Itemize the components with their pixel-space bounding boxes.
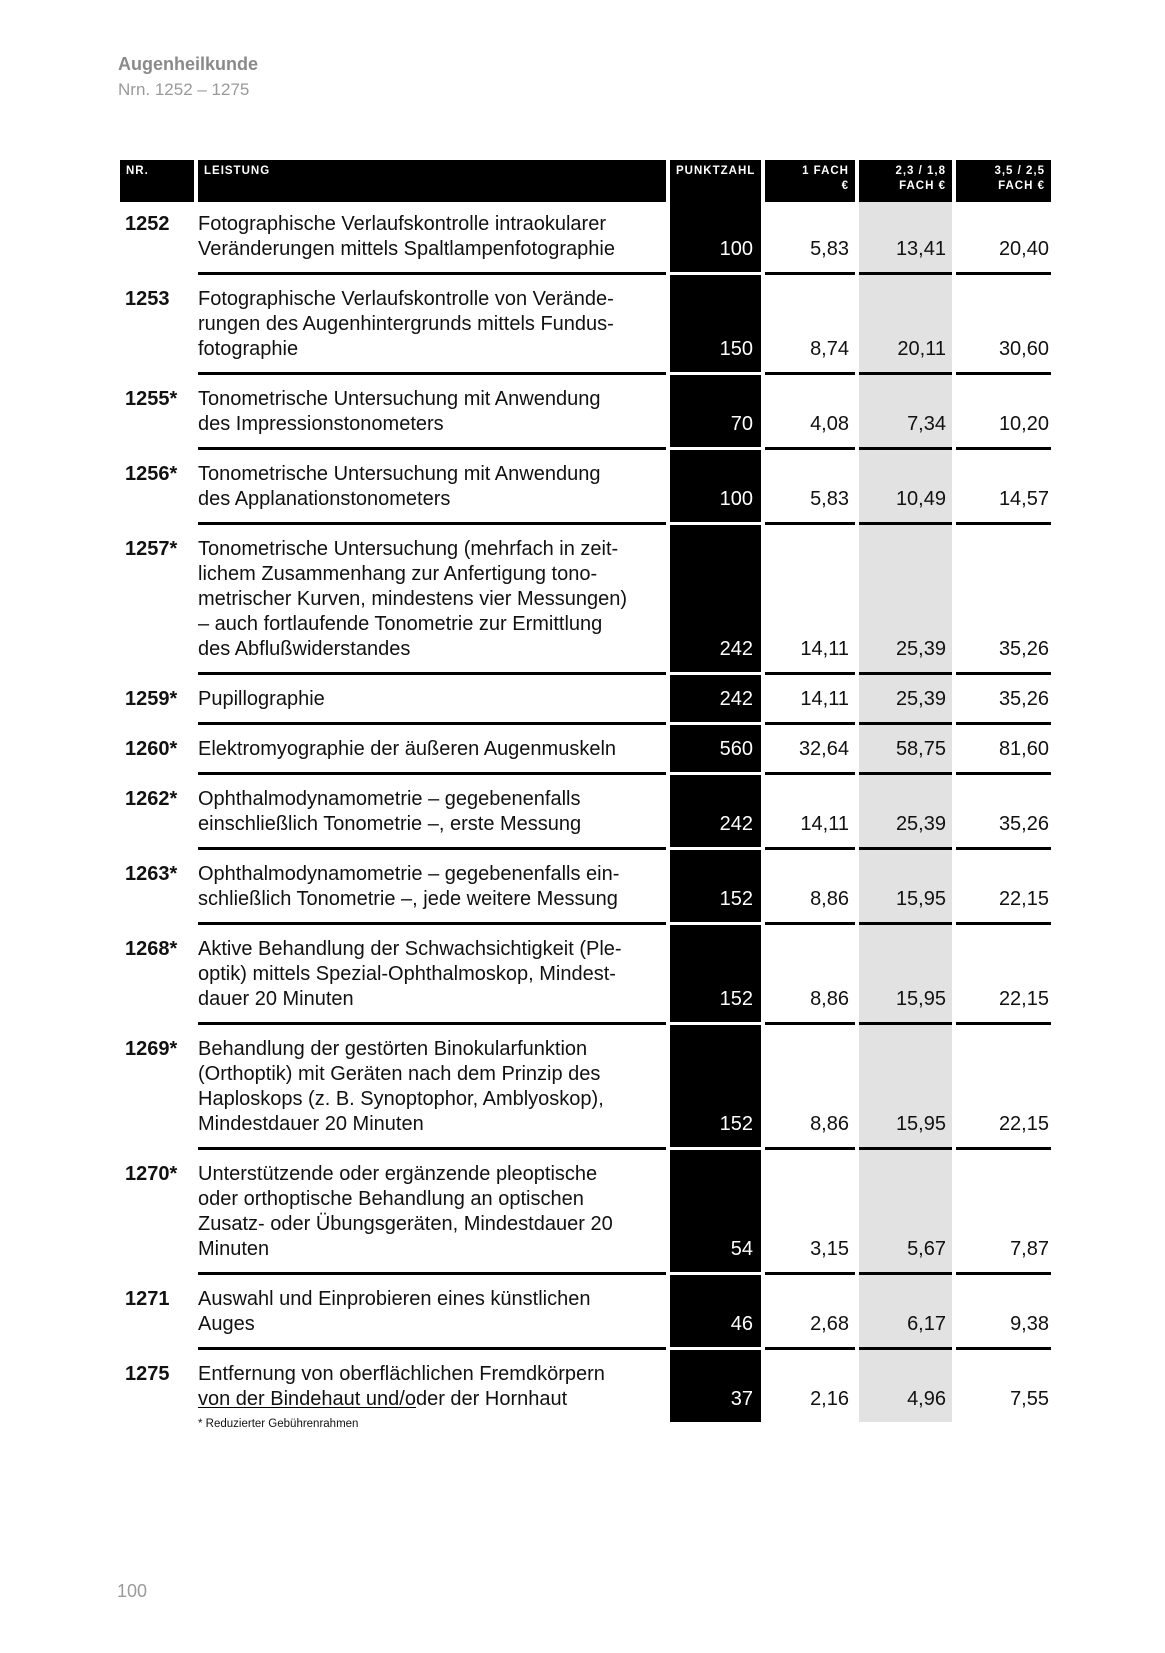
header-nr: NR. (120, 160, 194, 202)
row-description (198, 1350, 666, 1422)
row-fach3: 35,26 (956, 775, 1051, 850)
description-line: Auges (198, 1313, 255, 1335)
row-description (198, 1025, 666, 1150)
row-punktzahl: 54 (670, 1150, 761, 1275)
row-punktzahl: 152 (670, 1025, 761, 1150)
row-fach1: 8,86 (765, 850, 855, 925)
table-row (120, 725, 1051, 775)
row-number: 1269* (125, 1038, 178, 1060)
row-fach2: 25,39 (859, 675, 952, 725)
description-line: fotographie (198, 338, 299, 360)
description-line: des Impressionstonometers (198, 413, 444, 435)
row-punktzahl: 152 (670, 925, 761, 1025)
row-fach2: 5,67 (859, 1150, 952, 1275)
row-number: 1259* (125, 688, 178, 710)
row-fach2: 20,11 (859, 275, 952, 375)
row-description (198, 375, 666, 450)
header-fach2-line2: FACH € (899, 180, 946, 192)
row-fach3: 10,20 (956, 375, 1051, 450)
description-line: einschließlich Tonometrie –, erste Messung (198, 813, 582, 835)
row-fach2: 25,39 (859, 775, 952, 850)
header-fach3-line1: 3,5 / 2,5 (994, 165, 1045, 177)
row-punktzahl: 152 (670, 850, 761, 925)
row-number: 1255* (125, 388, 178, 410)
row-fach1: 32,64 (765, 725, 855, 775)
row-description (198, 525, 666, 675)
row-punktzahl: 46 (670, 1275, 761, 1350)
header-fach3-line2: FACH € (998, 180, 1045, 192)
description-line: Ophthalmodynamometrie – gegebenenfalls (198, 788, 581, 810)
row-fach2: 6,17 (859, 1275, 952, 1350)
table-row (120, 202, 1051, 275)
row-fach3: 22,15 (956, 925, 1051, 1025)
description-line: Auswahl und Einprobieren eines künstlichen (198, 1288, 591, 1310)
description-line: Pupillographie (198, 688, 325, 710)
row-fach3: 14,57 (956, 450, 1051, 525)
row-fach1: 8,86 (765, 925, 855, 1025)
row-punktzahl: 100 (670, 450, 761, 525)
row-description (198, 775, 666, 850)
description-line: von der Bindehaut und/oder der Hornhaut (198, 1388, 568, 1410)
row-description (198, 725, 666, 775)
description-line: Behandlung der gestörten Binokularfunktion (198, 1038, 588, 1060)
section-title: Augenheilkunde (118, 54, 259, 74)
row-punktzahl: 242 (670, 675, 761, 725)
footnote-divider (198, 1407, 416, 1408)
description-line: (Orthoptik) mit Geräten nach dem Prinzip des (198, 1063, 601, 1085)
row-description (198, 675, 666, 725)
row-fach3: 7,55 (1010, 1388, 1049, 1410)
description-line: des Abflußwiderstandes (198, 638, 411, 660)
row-fach1: 3,15 (765, 1150, 855, 1275)
description-line: metrischer Kurven, mindestens vier Messungen) (198, 588, 628, 610)
row-fach2: 15,95 (859, 850, 952, 925)
row-punktzahl: 100 (670, 202, 761, 275)
row-fach3: 9,38 (956, 1275, 1051, 1350)
row-fach2: 15,95 (859, 1025, 952, 1150)
description-line: Zusatz- oder Übungsgeräten, Mindestdauer 20 (198, 1213, 613, 1235)
row-number: 1271 (125, 1288, 170, 1310)
row-fach3: 20,40 (956, 202, 1051, 275)
row-fach2: 10,49 (859, 450, 952, 525)
description-line: – auch fortlaufende Tonometrie zur Ermittlung (198, 613, 603, 635)
row-fach2: 15,95 (859, 925, 952, 1025)
description-line: dauer 20 Minuten (198, 988, 354, 1010)
header-leistung: LEISTUNG (198, 160, 666, 202)
table-header (120, 160, 1051, 202)
row-fach2: 7,34 (859, 375, 952, 450)
table-row (120, 1350, 1051, 1422)
table-row (120, 1150, 1051, 1275)
table-row (120, 925, 1051, 1025)
table-row (120, 275, 1051, 375)
row-fach3: 81,60 (956, 725, 1051, 775)
row-number: 1262* (125, 788, 178, 810)
row-punktzahl: 150 (670, 275, 761, 375)
description-line: optik) mittels Spezial-Ophthalmoskop, Mindest- (198, 963, 616, 985)
row-fach3: 35,26 (956, 675, 1051, 725)
description-line: Veränderungen mittels Spaltlampenfotographie (198, 238, 615, 260)
header-fach3 (956, 160, 1051, 202)
row-number: 1256* (125, 463, 178, 485)
footnote: * Reduzierter Gebührenrahmen (198, 1418, 359, 1430)
row-number: 1257* (125, 538, 178, 560)
row-fach1: 2,68 (765, 1275, 855, 1350)
row-fach1: 5,83 (765, 450, 855, 525)
row-fach1: 14,11 (765, 775, 855, 850)
row-description (198, 1275, 666, 1350)
row-fach2: 4,96 (859, 1350, 952, 1422)
row-number: 1252 (125, 213, 170, 235)
row-number: 1263* (125, 863, 178, 885)
row-fach3: 35,26 (956, 525, 1051, 675)
row-number: 1270* (125, 1163, 178, 1185)
page-number: 100 (117, 1581, 148, 1601)
table-row (120, 450, 1051, 525)
table-row (120, 375, 1051, 450)
row-description (198, 202, 666, 275)
header-punktzahl: PUNKTZAHL (670, 160, 761, 202)
description-line: Entfernung von oberflächlichen Fremdkörpern (198, 1363, 605, 1385)
fee-table (120, 160, 1051, 1422)
table-row (120, 675, 1051, 725)
description-line: des Applanationstonometers (198, 488, 451, 510)
description-line: schließlich Tonometrie –, jede weitere Messung (198, 888, 618, 910)
row-punktzahl: 242 (670, 775, 761, 850)
header-fach2 (859, 160, 952, 202)
description-line: rungen des Augenhintergrunds mittels Fundus- (198, 313, 614, 335)
row-fach1: 14,11 (765, 525, 855, 675)
row-fach1: 5,83 (765, 202, 855, 275)
description-line: Tonometrische Untersuchung mit Anwendung (198, 388, 601, 410)
header-fach1 (765, 160, 855, 202)
row-fach2: 25,39 (859, 525, 952, 675)
row-punktzahl: 242 (670, 525, 761, 675)
row-number: 1268* (125, 938, 178, 960)
description-line: oder orthoptische Behandlung an optischen (198, 1188, 584, 1210)
description-line: lichem Zusammenhang zur Anfertigung tono- (198, 563, 598, 585)
row-description (198, 275, 666, 375)
description-line: Minuten (198, 1238, 270, 1260)
header-fach2-line1: 2,3 / 1,8 (895, 165, 946, 177)
description-line: Elektromyographie der äußeren Augenmuskeln (198, 738, 617, 760)
header-fach1-line1: 1 FACH (802, 165, 849, 177)
row-fach1: 8,74 (765, 275, 855, 375)
row-punktzahl: 560 (670, 725, 761, 775)
row-description (198, 850, 666, 925)
description-line: Tonometrische Untersuchung mit Anwendung (198, 463, 601, 485)
row-number: 1260* (125, 738, 178, 760)
table-body (120, 202, 1051, 1422)
row-number: 1275 (125, 1363, 170, 1385)
row-fach2: 58,75 (859, 725, 952, 775)
table-row (120, 525, 1051, 675)
row-fach1: 2,16 (810, 1388, 849, 1410)
header-fach1-line2: € (841, 180, 849, 192)
row-number: 1253 (125, 288, 170, 310)
row-description (198, 450, 666, 525)
row-description (198, 925, 666, 1025)
description-line: Unterstützende oder ergänzende pleoptische (198, 1163, 598, 1185)
table-row (120, 1025, 1051, 1150)
row-fach3: 30,60 (956, 275, 1051, 375)
row-fach1: 14,11 (765, 675, 855, 725)
description-line: Tonometrische Untersuchung (mehrfach in zeit- (198, 538, 619, 560)
row-fach3: 7,87 (956, 1150, 1051, 1275)
description-line: Fotographische Verlaufskontrolle intraokularer (198, 213, 606, 235)
row-punktzahl: 70 (670, 375, 761, 450)
description-line: Haploskops (z. B. Synoptophor, Amblyoskop), (198, 1088, 604, 1110)
row-punktzahl: 37 (670, 1350, 761, 1422)
row-description (198, 1150, 666, 1275)
row-fach3: 22,15 (956, 850, 1051, 925)
number-range: Nrn. 1252 – 1275 (118, 80, 250, 99)
row-fach1: 4,08 (765, 375, 855, 450)
table-row (120, 850, 1051, 925)
table-row (120, 775, 1051, 850)
description-line: Aktive Behandlung der Schwachsichtigkeit (Ple- (198, 938, 622, 960)
description-line: Fotographische Verlaufskontrolle von Verände- (198, 288, 614, 310)
row-fach3: 22,15 (956, 1025, 1051, 1150)
description-line: Ophthalmodynamometrie – gegebenenfalls ein- (198, 863, 620, 885)
row-fach1: 8,86 (765, 1025, 855, 1150)
description-line: Mindestdauer 20 Minuten (198, 1113, 424, 1135)
table-row (120, 1275, 1051, 1350)
row-fach2: 13,41 (859, 202, 952, 275)
